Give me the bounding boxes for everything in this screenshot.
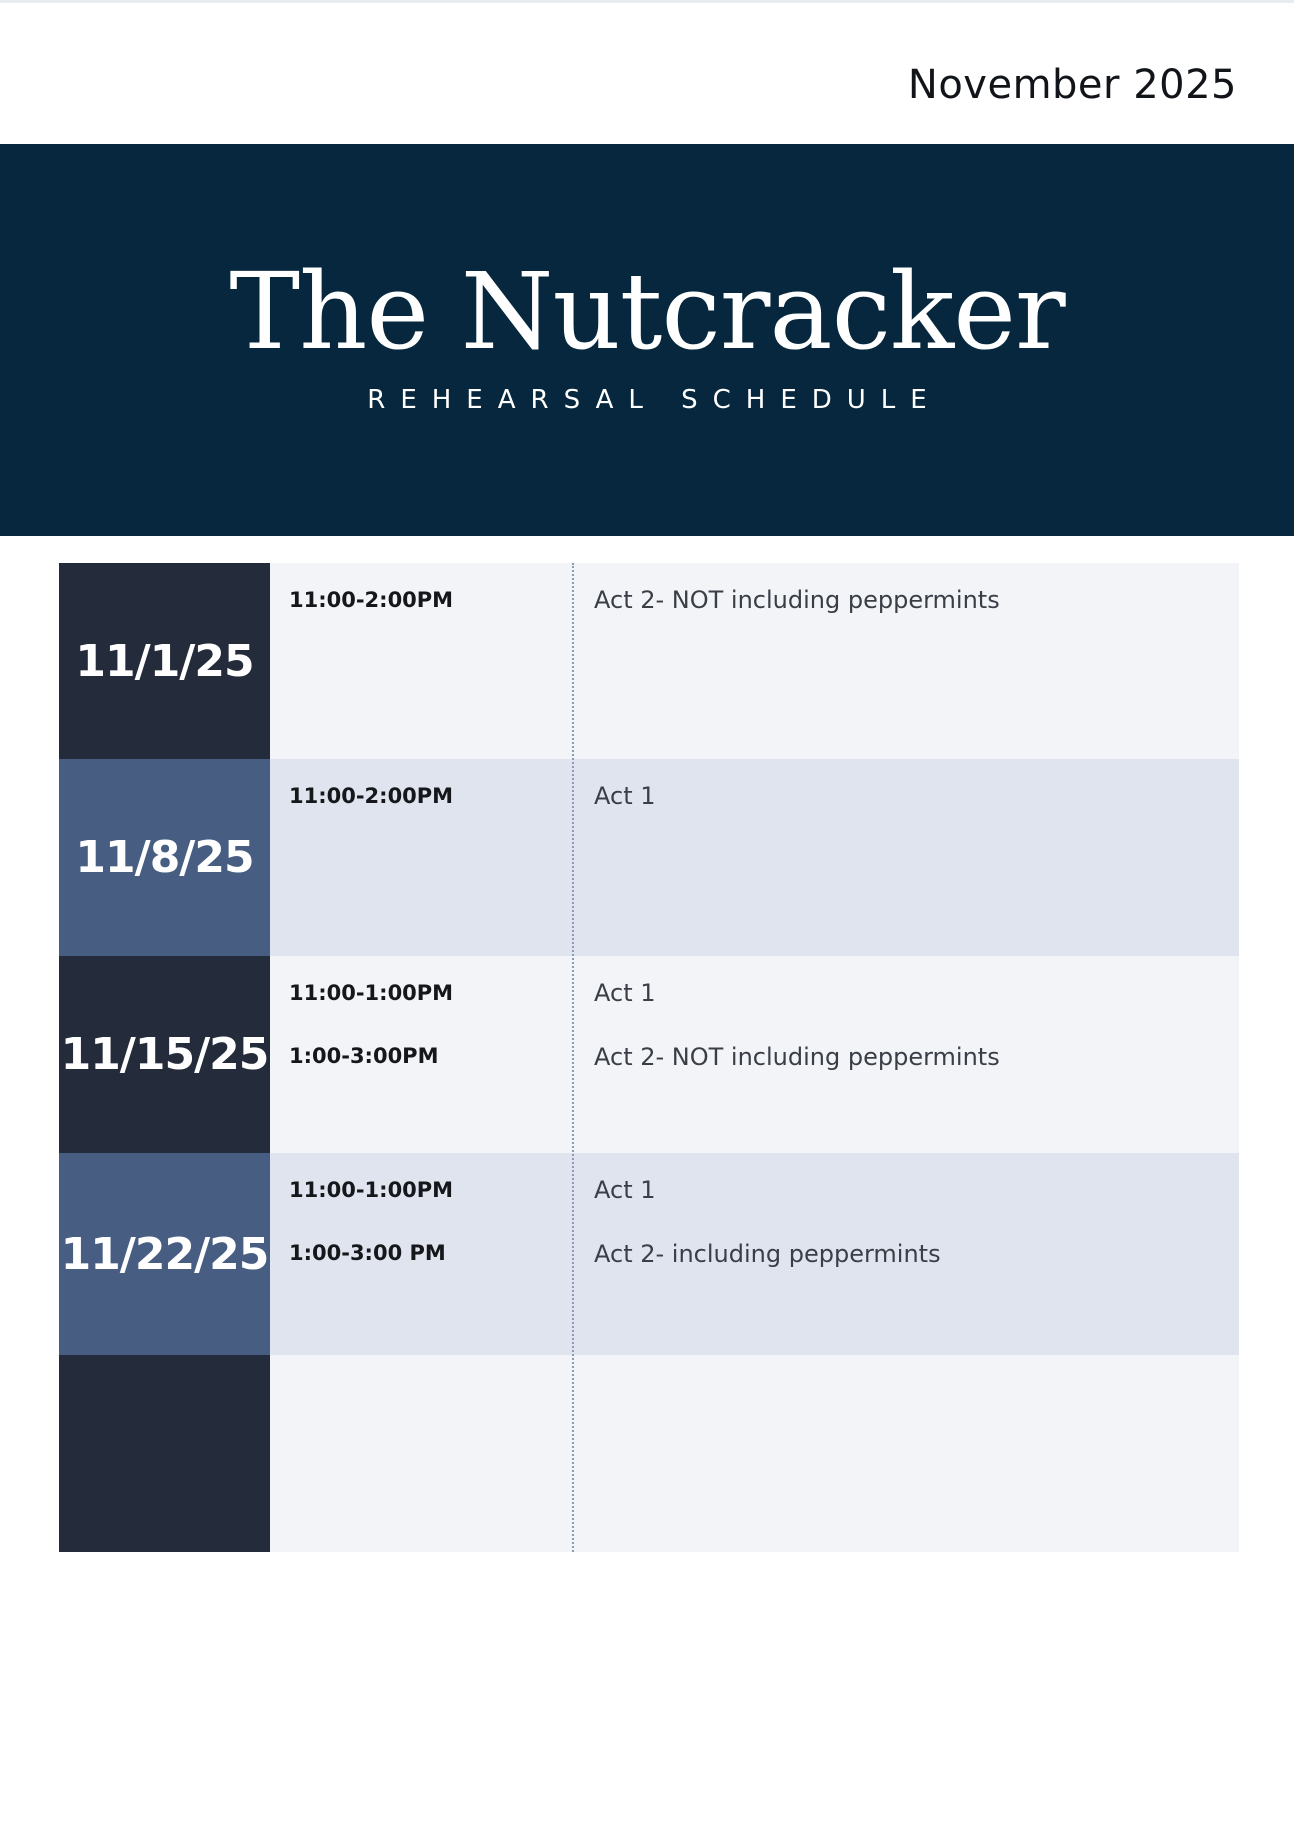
title-banner [0,144,1294,536]
schedule-row [59,563,1239,759]
row-time: 1:00-3:00 PM [289,1241,446,1265]
page-subtitle: REHEARSAL SCHEDULE [367,385,942,415]
schedule-row [59,956,1239,1153]
row-time: 11:00-2:00PM [289,588,454,612]
row-date: 11/8/25 [59,759,270,956]
row-time: 1:00-3:00PM [289,1044,439,1068]
row-date: 11/1/25 [59,563,270,759]
row-activity: Act 2- NOT including peppermints [594,586,1000,614]
row-time: 11:00-2:00PM [289,784,454,808]
schedule-table [59,563,1239,1552]
month-label: November 2025 [907,62,1237,108]
schedule-row [59,1153,1239,1355]
row-activity: Act 1 [594,979,656,1007]
row-activity: Act 2- NOT including peppermints [594,1043,1000,1071]
row-background [270,1355,1239,1552]
row-date [59,1355,270,1552]
top-border [0,0,1294,3]
schedule-row [59,1355,1239,1552]
row-activity: Act 1 [594,782,656,810]
column-divider [572,563,574,1552]
row-date: 11/22/25 [59,1153,270,1355]
row-date: 11/15/25 [59,956,270,1153]
row-time: 11:00-1:00PM [289,1178,454,1202]
schedule-row [59,759,1239,956]
page-title: The Nutcracker [229,250,1065,373]
row-activity: Act 1 [594,1176,656,1204]
row-time: 11:00-1:00PM [289,981,454,1005]
row-activity: Act 2- including peppermints [594,1240,941,1268]
